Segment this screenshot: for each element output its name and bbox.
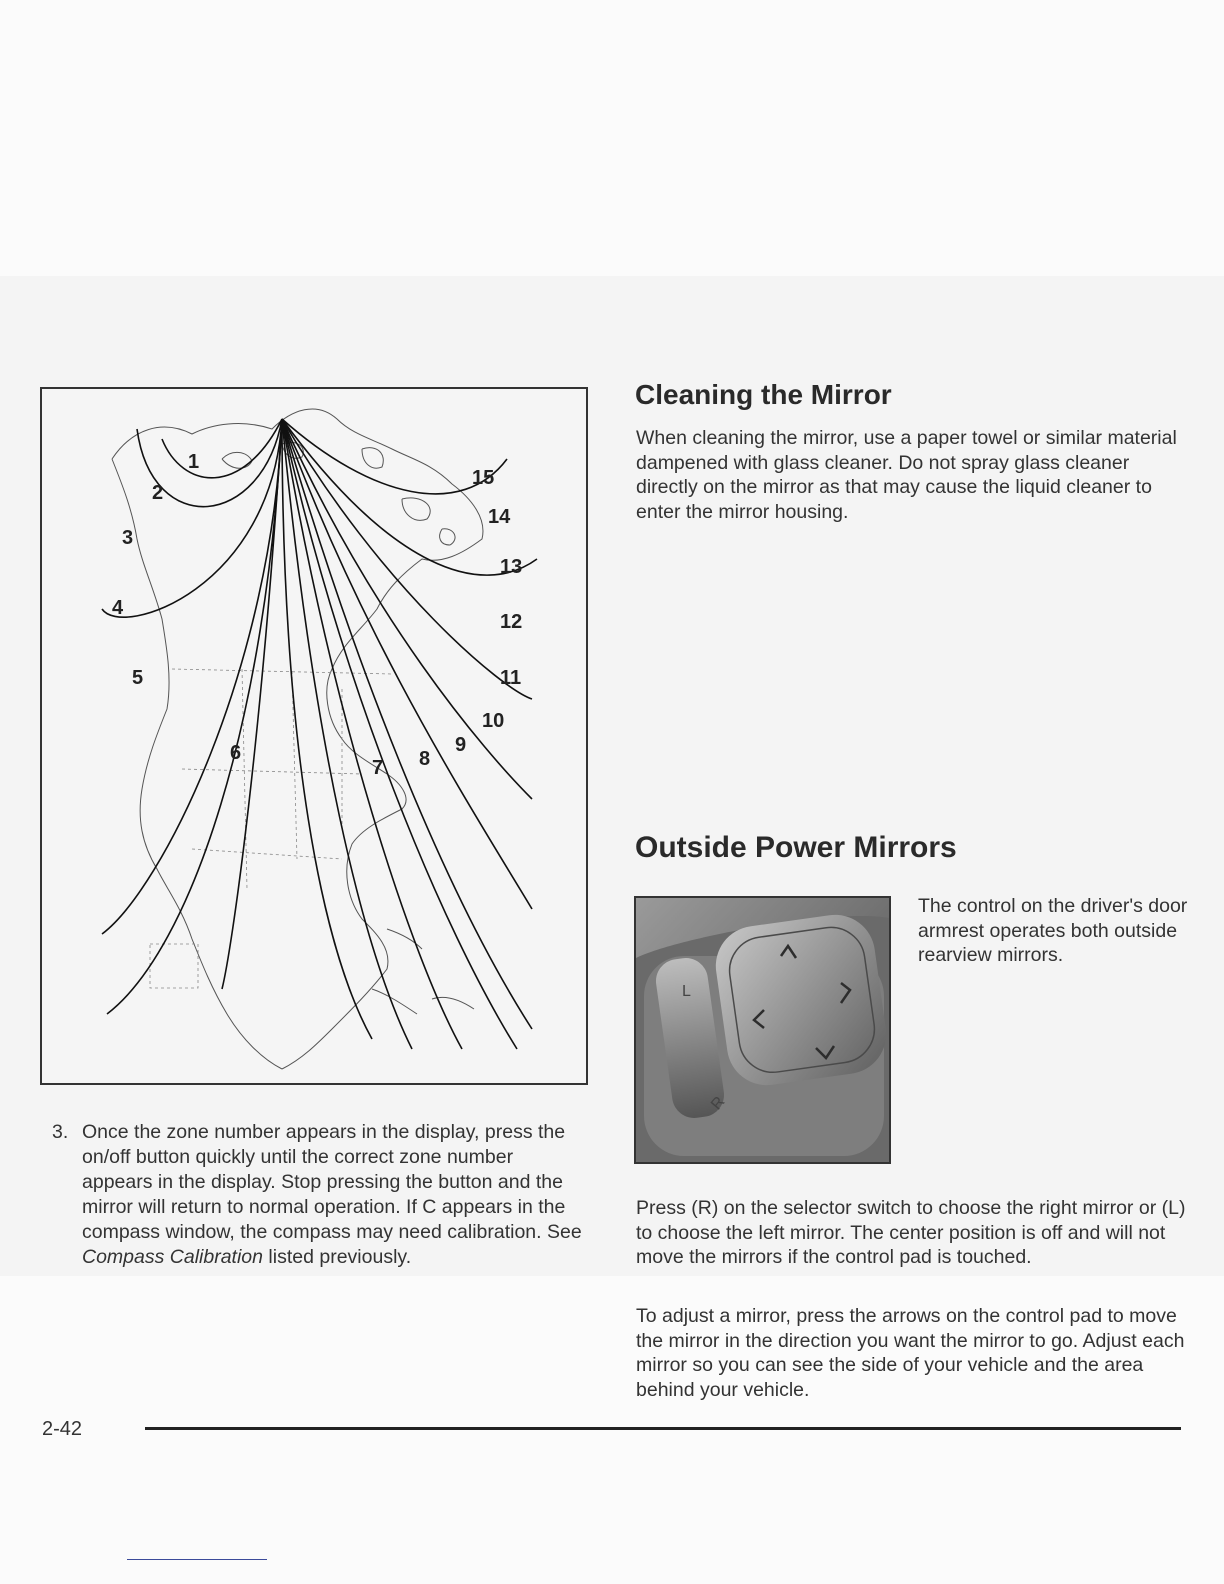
cleaning-mirror-text: When cleaning the mirror, use a paper towel or similar material dampened with glass cleaner. Do not spray glass cleaner directly on the mirror as that may cause the liquid cleaner to enter the mirror housing. xyxy=(636,427,1177,523)
zone-label-10: 10 xyxy=(482,710,505,732)
zone-label-14: 14 xyxy=(488,506,511,528)
selector-right-label: R xyxy=(708,1093,729,1114)
selector-switch-instructions: Press (R) on the selector switch to choose the right mirror or (L) to choose the left mirror. The center position is off and will not move the mirrors if the control pad is touched. xyxy=(636,1197,1186,1268)
page-background-band xyxy=(0,276,1224,1440)
zone-label-1: 1 xyxy=(188,451,200,473)
footer-divider xyxy=(145,1427,1181,1430)
adjust-mirror-instructions: To adjust a mirror, press the arrows on the control pad to move the mirror in the direction you want the mirror to go. Adjust each mirror so you can see the side of your vehicle and the area behind your vehicle. xyxy=(636,1305,1185,1401)
mirror-control-illustration xyxy=(636,898,889,1162)
step-number: 3. xyxy=(52,1121,69,1143)
step-text xyxy=(82,1120,587,1270)
zone-label-2: 2 xyxy=(152,482,164,504)
mirror-control-photo xyxy=(634,896,891,1164)
control-description: The control on the driver's door armrest operates both outside rearview mirrors. xyxy=(918,895,1188,966)
zone-label-9: 9 xyxy=(455,734,467,756)
step-text-main: Once the zone number appears in the display, press the on/off button quickly until the correct zone number appears in the display. Stop pressing the button and the mirror will return to normal operation. If C appears in the compass window, the compass may need calibration. See xyxy=(82,1121,582,1243)
zone-label-13: 13 xyxy=(500,556,523,578)
compass-zone-map xyxy=(40,387,588,1085)
zone-label-8: 8 xyxy=(419,748,431,770)
zone-label-12: 12 xyxy=(500,611,523,633)
bottom-link-underline xyxy=(127,1559,267,1560)
compass-calibration-reference: Compass Calibration xyxy=(82,1246,263,1268)
zone-label-3: 3 xyxy=(122,527,134,549)
page-number: 2-42 xyxy=(42,1418,83,1440)
zone-label-5: 5 xyxy=(132,667,144,689)
zone-label-4: 4 xyxy=(112,597,124,619)
selector-left-label: L xyxy=(682,983,691,1000)
zone-lines xyxy=(102,419,537,1049)
zone-label-11: 11 xyxy=(500,667,522,689)
zone-labels xyxy=(112,451,522,779)
zone-label-6: 6 xyxy=(230,742,242,764)
border-lines xyxy=(150,669,392,988)
step-text-end: listed previously. xyxy=(263,1246,412,1268)
outside-power-mirrors-heading: Outside Power Mirrors xyxy=(635,831,957,864)
north-america-map-illustration xyxy=(42,389,586,1083)
cleaning-mirror-heading: Cleaning the Mirror xyxy=(635,379,892,410)
zone-label-7: 7 xyxy=(372,757,384,779)
zone-label-15: 15 xyxy=(472,467,495,489)
